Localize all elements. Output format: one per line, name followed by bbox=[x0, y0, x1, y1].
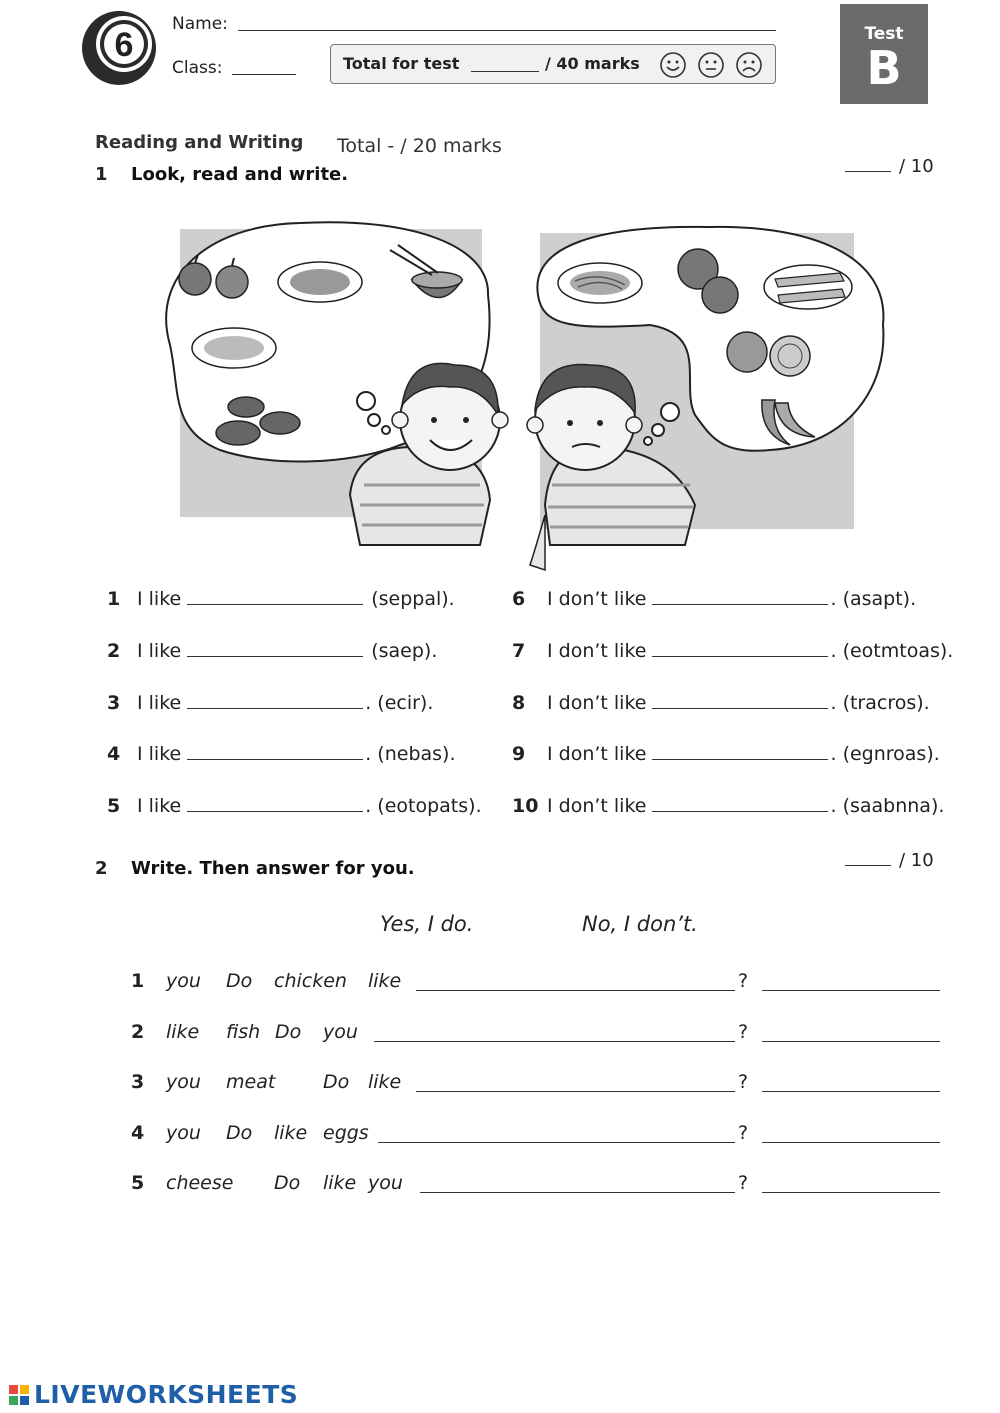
item-hint: . (ecir). bbox=[365, 692, 434, 714]
item-number: 4 bbox=[131, 1122, 145, 1144]
neutral-face-icon bbox=[697, 51, 725, 79]
exercise1-item bbox=[512, 795, 944, 817]
scrambled-word: like bbox=[323, 1172, 357, 1194]
happy-face-icon bbox=[659, 51, 687, 79]
item-hint: . (nebas). bbox=[365, 743, 456, 765]
item-prefix: I like bbox=[137, 640, 182, 662]
answer-blank[interactable] bbox=[187, 759, 363, 760]
scrambled-word: like bbox=[368, 970, 402, 992]
exercise2-score bbox=[845, 850, 934, 871]
question-mark: ? bbox=[738, 970, 749, 992]
item-number: 4 bbox=[107, 743, 121, 765]
item-number: 2 bbox=[131, 1021, 145, 1043]
liveworksheets-logo bbox=[8, 1380, 298, 1409]
scrambled-word: like bbox=[166, 1021, 200, 1043]
question-mark: ? bbox=[738, 1071, 749, 1093]
question-line[interactable] bbox=[416, 1091, 735, 1092]
beans-plate-icon bbox=[192, 328, 276, 368]
test-label-box bbox=[840, 4, 928, 104]
exercise1-item bbox=[107, 640, 437, 662]
exercise1-item bbox=[107, 588, 455, 610]
item-prefix: I like bbox=[137, 795, 182, 817]
exercise2-instruction: Write. Then answer for you. bbox=[131, 858, 415, 879]
item-number: 3 bbox=[131, 1071, 145, 1093]
item-hint: . (tracros). bbox=[830, 692, 930, 714]
scrambled-word: you bbox=[166, 970, 201, 992]
item-number: 2 bbox=[107, 640, 121, 662]
section-total: Total - / 20 marks bbox=[337, 135, 502, 157]
answer-blank[interactable] bbox=[652, 759, 828, 760]
item-hint: . (eotopats). bbox=[365, 795, 482, 817]
liveworksheets-icon bbox=[8, 1384, 30, 1406]
item-number: 1 bbox=[131, 970, 145, 992]
item-prefix: I like bbox=[137, 588, 182, 610]
total-for-test-box bbox=[330, 44, 776, 84]
exercise2-number: 2 bbox=[95, 858, 108, 879]
exercise1-number: 1 bbox=[95, 164, 108, 185]
scrambled-word: you bbox=[166, 1122, 201, 1144]
item-number: 5 bbox=[131, 1172, 145, 1194]
scrambled-word: Do bbox=[323, 1071, 350, 1093]
pasta-plate-icon bbox=[558, 263, 642, 303]
class-field[interactable] bbox=[232, 74, 296, 75]
item-hint: . (asapt). bbox=[830, 588, 917, 610]
answer-blank[interactable] bbox=[652, 708, 828, 709]
scrambled-word: like bbox=[368, 1071, 402, 1093]
exercise2-item bbox=[0, 1071, 1000, 1101]
answer-blank[interactable] bbox=[652, 656, 828, 657]
exercise1-item bbox=[107, 692, 433, 714]
scrambled-word: chicken bbox=[274, 970, 347, 992]
total-for-test-marks: / 40 marks bbox=[545, 54, 640, 73]
exercise1-item bbox=[512, 640, 953, 662]
item-hint: (saep). bbox=[371, 640, 438, 662]
question-line[interactable] bbox=[420, 1192, 735, 1193]
item-prefix: I don’t like bbox=[547, 743, 647, 765]
exercise2-score-text: / 10 bbox=[899, 850, 934, 871]
scrambled-word: Do bbox=[274, 1172, 301, 1194]
exercise1-instruction: Look, read and write. bbox=[131, 164, 349, 185]
answer-blank[interactable] bbox=[187, 811, 363, 812]
exercise2-score-blank[interactable] bbox=[845, 865, 891, 866]
exercise1-item bbox=[512, 692, 930, 714]
exercise1-item bbox=[107, 795, 482, 817]
scrambled-word: Do bbox=[226, 1122, 253, 1144]
answer-blank[interactable] bbox=[652, 604, 828, 605]
exercise1-item bbox=[512, 743, 940, 765]
total-for-test-blank[interactable] bbox=[471, 71, 539, 72]
carrots-plate-icon bbox=[764, 265, 852, 309]
answer-line[interactable] bbox=[762, 1091, 940, 1092]
no-answer-example: No, I don’t. bbox=[582, 912, 698, 936]
answer-blank[interactable] bbox=[187, 708, 363, 709]
item-prefix: I don’t like bbox=[547, 692, 647, 714]
question-mark: ? bbox=[738, 1021, 749, 1043]
answer-line[interactable] bbox=[762, 1142, 940, 1143]
section-title: Reading and Writing bbox=[95, 132, 304, 153]
question-mark: ? bbox=[738, 1122, 749, 1144]
question-line[interactable] bbox=[416, 990, 735, 991]
exercise2-item bbox=[0, 970, 1000, 1000]
exercise1-score-blank[interactable] bbox=[845, 171, 891, 172]
peas-plate-icon bbox=[278, 262, 362, 302]
item-hint: . (eotmtoas). bbox=[830, 640, 954, 662]
exercise1-item bbox=[512, 588, 916, 610]
item-number: 5 bbox=[107, 795, 121, 817]
item-number: 1 bbox=[107, 588, 121, 610]
scrambled-word: cheese bbox=[166, 1172, 234, 1194]
unit-number: 6 bbox=[114, 26, 134, 64]
scrambled-word: you bbox=[166, 1071, 201, 1093]
scrambled-word: Do bbox=[226, 970, 253, 992]
scrambled-word: fish bbox=[226, 1021, 261, 1043]
item-number: 9 bbox=[512, 743, 526, 765]
answer-blank[interactable] bbox=[652, 811, 828, 812]
question-line[interactable] bbox=[378, 1142, 735, 1143]
name-field[interactable] bbox=[238, 30, 776, 31]
exercise2-item bbox=[0, 1122, 1000, 1152]
item-hint: (seppal). bbox=[371, 588, 455, 610]
question-mark: ? bbox=[738, 1172, 749, 1194]
food-likes-illustration bbox=[150, 215, 890, 585]
item-number: 7 bbox=[512, 640, 526, 662]
item-prefix: I don’t like bbox=[547, 640, 647, 662]
total-for-test-label: Total for test bbox=[343, 54, 460, 73]
question-line[interactable] bbox=[374, 1041, 735, 1042]
item-prefix: I like bbox=[137, 692, 182, 714]
footer-brand: LIVEWORKSHEETS bbox=[34, 1380, 299, 1409]
answer-line[interactable] bbox=[762, 1041, 940, 1042]
exercise2-item bbox=[0, 1172, 1000, 1202]
scrambled-word: you bbox=[368, 1172, 403, 1194]
item-number: 6 bbox=[512, 588, 526, 610]
scrambled-word: meat bbox=[226, 1071, 276, 1093]
item-prefix: I don’t like bbox=[547, 588, 647, 610]
test-label: Test bbox=[864, 24, 904, 44]
item-prefix: I like bbox=[137, 743, 182, 765]
exercise1-score bbox=[845, 156, 934, 177]
item-number: 8 bbox=[512, 692, 526, 714]
item-number: 10 bbox=[512, 795, 539, 817]
unit-number-badge bbox=[80, 8, 158, 86]
item-number: 3 bbox=[107, 692, 121, 714]
test-letter: B bbox=[866, 41, 902, 95]
scrambled-word: Do bbox=[275, 1021, 302, 1043]
class-label: Class: bbox=[172, 58, 223, 78]
name-label: Name: bbox=[172, 14, 228, 34]
scrambled-word: like bbox=[274, 1122, 308, 1144]
item-hint: . (egnroas). bbox=[830, 743, 940, 765]
sad-face-icon bbox=[735, 51, 763, 79]
exercise2-item bbox=[0, 1021, 1000, 1051]
item-hint: . (saabnna). bbox=[830, 795, 945, 817]
exercise1-score-text: / 10 bbox=[899, 156, 934, 177]
answer-line[interactable] bbox=[762, 990, 940, 991]
scrambled-word: eggs bbox=[323, 1122, 369, 1144]
scrambled-word: you bbox=[323, 1021, 358, 1043]
answer-blank[interactable] bbox=[187, 656, 363, 657]
item-prefix: I don’t like bbox=[547, 795, 647, 817]
answer-line[interactable] bbox=[762, 1192, 940, 1193]
exercise1-item bbox=[107, 743, 456, 765]
answer-blank[interactable] bbox=[187, 604, 363, 605]
yes-answer-example: Yes, I do. bbox=[380, 912, 474, 936]
